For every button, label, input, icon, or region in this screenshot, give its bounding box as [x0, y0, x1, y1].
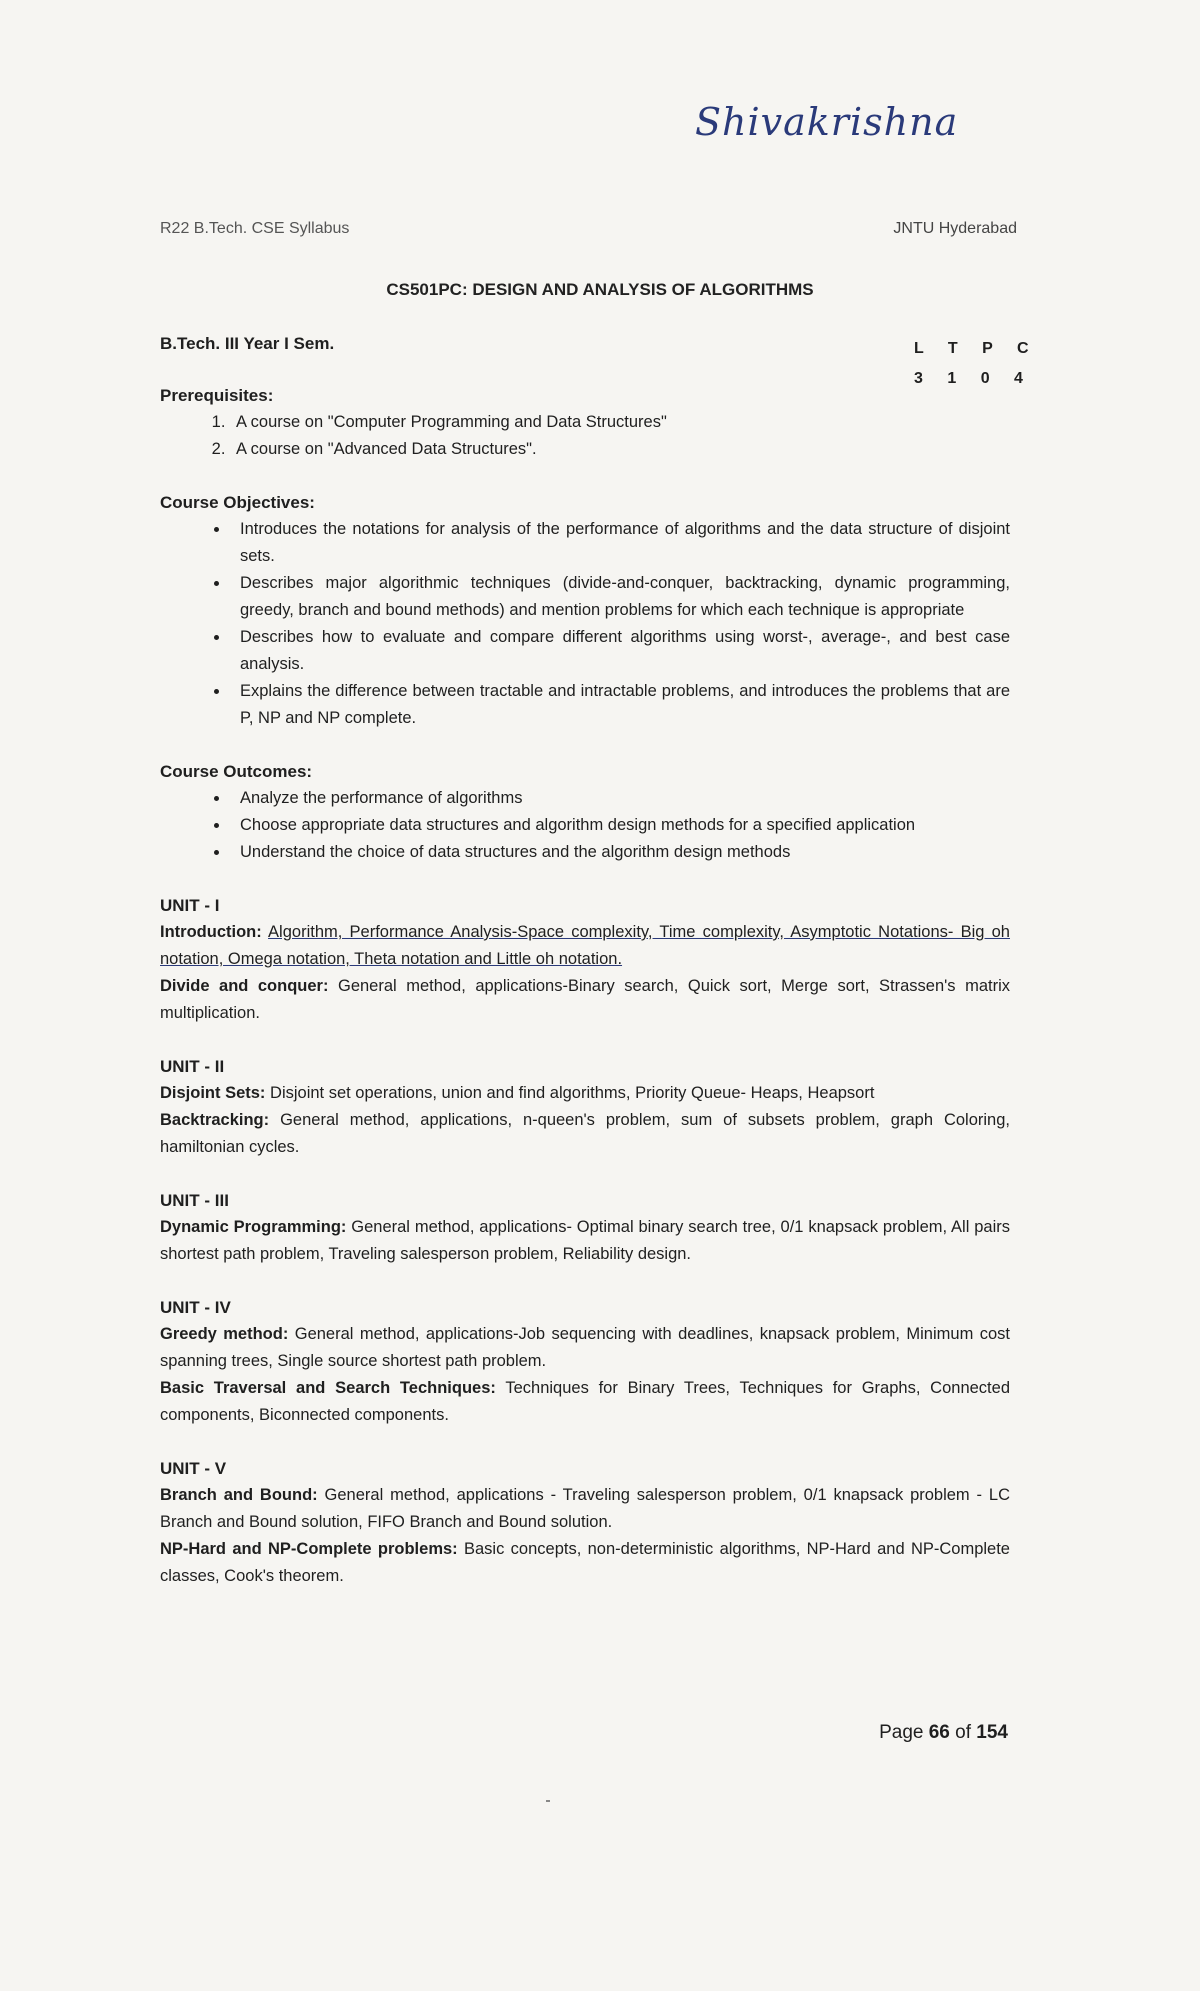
unit-paragraph	[160, 1107, 1010, 1161]
list-item: • Analyze the performance of algorithms	[230, 785, 1010, 812]
list-item: • Explains the difference between tractable and intractable problems, and introduces the problems that are P, NP and NP complete.	[230, 678, 1010, 732]
unit-3	[160, 1187, 1010, 1268]
ltpc-labels: L T P C	[914, 340, 1039, 357]
list-item: • Choose appropriate data structures and algorithm design methods for a specified application	[230, 812, 1010, 839]
unit-4	[160, 1294, 1010, 1429]
unit-title: UNIT - I	[160, 896, 220, 915]
unit-paragraph	[160, 1482, 1010, 1536]
unit-paragraph	[160, 919, 1010, 973]
topic-text: General method, applications, n-queen's problem, sum of subsets problem, graph Coloring, hamiltonian cycles.	[160, 1111, 1010, 1156]
outcomes-heading: Course Outcomes:	[160, 762, 313, 781]
topic-text: Disjoint set operations, union and find algorithms, Priority Queue- Heaps, Heapsort	[270, 1084, 875, 1102]
course-title: CS501PC: DESIGN AND ANALYSIS OF ALGORITHMS	[386, 280, 814, 299]
current-page: 66	[928, 1722, 950, 1743]
topic-label: Introduction:	[160, 923, 262, 941]
topic-label: Dynamic Programming:	[160, 1218, 347, 1236]
topic-label: Divide and conquer:	[160, 977, 329, 995]
header-left: R22 B.Tech. CSE Syllabus	[160, 220, 350, 237]
unit-5	[160, 1455, 1010, 1590]
unit-paragraph	[160, 1321, 1010, 1375]
topic-label: Greedy method:	[160, 1325, 289, 1343]
ltpc-values: 3 1 0 4	[914, 370, 1033, 387]
total-pages: 154	[976, 1722, 1008, 1743]
topic-text: General method, applications-Job sequencing with deadlines, knapsack problem, Minimum cost spanning trees, Single source shortest path problem.	[160, 1325, 1010, 1370]
unit-title: UNIT - IV	[160, 1298, 231, 1317]
page-of: of	[955, 1722, 972, 1743]
handwritten-signature: Shivakrishna	[695, 100, 959, 144]
unit-paragraph	[160, 1214, 1010, 1268]
list-item: 1. A course on "Computer Programming and Data Structures"	[230, 409, 1010, 436]
unit-paragraph	[160, 1536, 1010, 1590]
unit-title: UNIT - II	[160, 1057, 225, 1076]
page-prefix: Page	[879, 1722, 924, 1743]
objectives-heading: Course Objectives:	[160, 493, 315, 512]
header-right: JNTU Hyderabad	[893, 220, 1017, 237]
list-item: • Understand the choice of data structures and the algorithm design methods	[230, 839, 1010, 866]
unit-1	[160, 892, 1010, 1027]
topic-label: Disjoint Sets:	[160, 1084, 266, 1102]
scan-speck	[546, 1800, 550, 1802]
unit-title: UNIT - V	[160, 1459, 227, 1478]
topic-label: Branch and Bound:	[160, 1486, 318, 1504]
page-number	[879, 1722, 1008, 1744]
prerequisites-list	[160, 409, 1010, 463]
topic-label: NP-Hard and NP-Complete problems:	[160, 1540, 458, 1558]
topic-label: Basic Traversal and Search Techniques:	[160, 1379, 496, 1397]
unit-paragraph	[160, 1375, 1010, 1429]
topic-text: Algorithm, Performance Analysis-Space complexity, Time complexity, Asymptotic Notations- Big oh notation, Omega notation, Theta notation and Little oh notation.	[160, 923, 1010, 968]
topic-text: General method, applications- Optimal binary search tree, 0/1 knapsack problem, All pairs shortest path problem, Traveling salesperson problem, Reliability design.	[160, 1218, 1010, 1263]
list-item: 2. A course on "Advanced Data Structures".	[230, 436, 1010, 463]
semester-label: B.Tech. III Year I Sem.	[160, 334, 335, 353]
list-item: • Describes how to evaluate and compare different algorithms using worst-, average-, and best case analysis.	[230, 624, 1010, 678]
outcomes-list	[160, 785, 1010, 866]
list-item: • Introduces the notations for analysis of the performance of algorithms and the data structure of disjoint sets.	[230, 516, 1010, 570]
unit-paragraph	[160, 1080, 1010, 1107]
topic-text: Basic concepts, non-deterministic algorithms, NP-Hard and NP-Complete classes, Cook's theorem.	[160, 1540, 1010, 1585]
unit-title: UNIT - III	[160, 1191, 229, 1210]
list-item: • Describes major algorithmic techniques (divide-and-conquer, backtracking, dynamic programming, greedy, branch and bound methods) and mention problems for which each technique is appropriate	[230, 570, 1010, 624]
topic-label: Backtracking:	[160, 1111, 270, 1129]
topic-text: General method, applications - Traveling salesperson problem, 0/1 knapsack problem - LC Branch and Bound solution, FIFO Branch and Bound solution.	[160, 1486, 1011, 1531]
topic-text: General method, applications-Binary search, Quick sort, Merge sort, Strassen's matrix multiplication.	[160, 977, 1010, 1022]
prerequisites-heading: Prerequisites:	[160, 386, 274, 405]
unit-paragraph	[160, 973, 1010, 1027]
unit-2	[160, 1053, 1010, 1161]
topic-text: Techniques for Binary Trees, Techniques for Graphs, Connected components, Biconnected components.	[160, 1379, 1010, 1424]
syllabus-content	[160, 382, 1010, 1590]
objectives-list	[160, 516, 1010, 732]
